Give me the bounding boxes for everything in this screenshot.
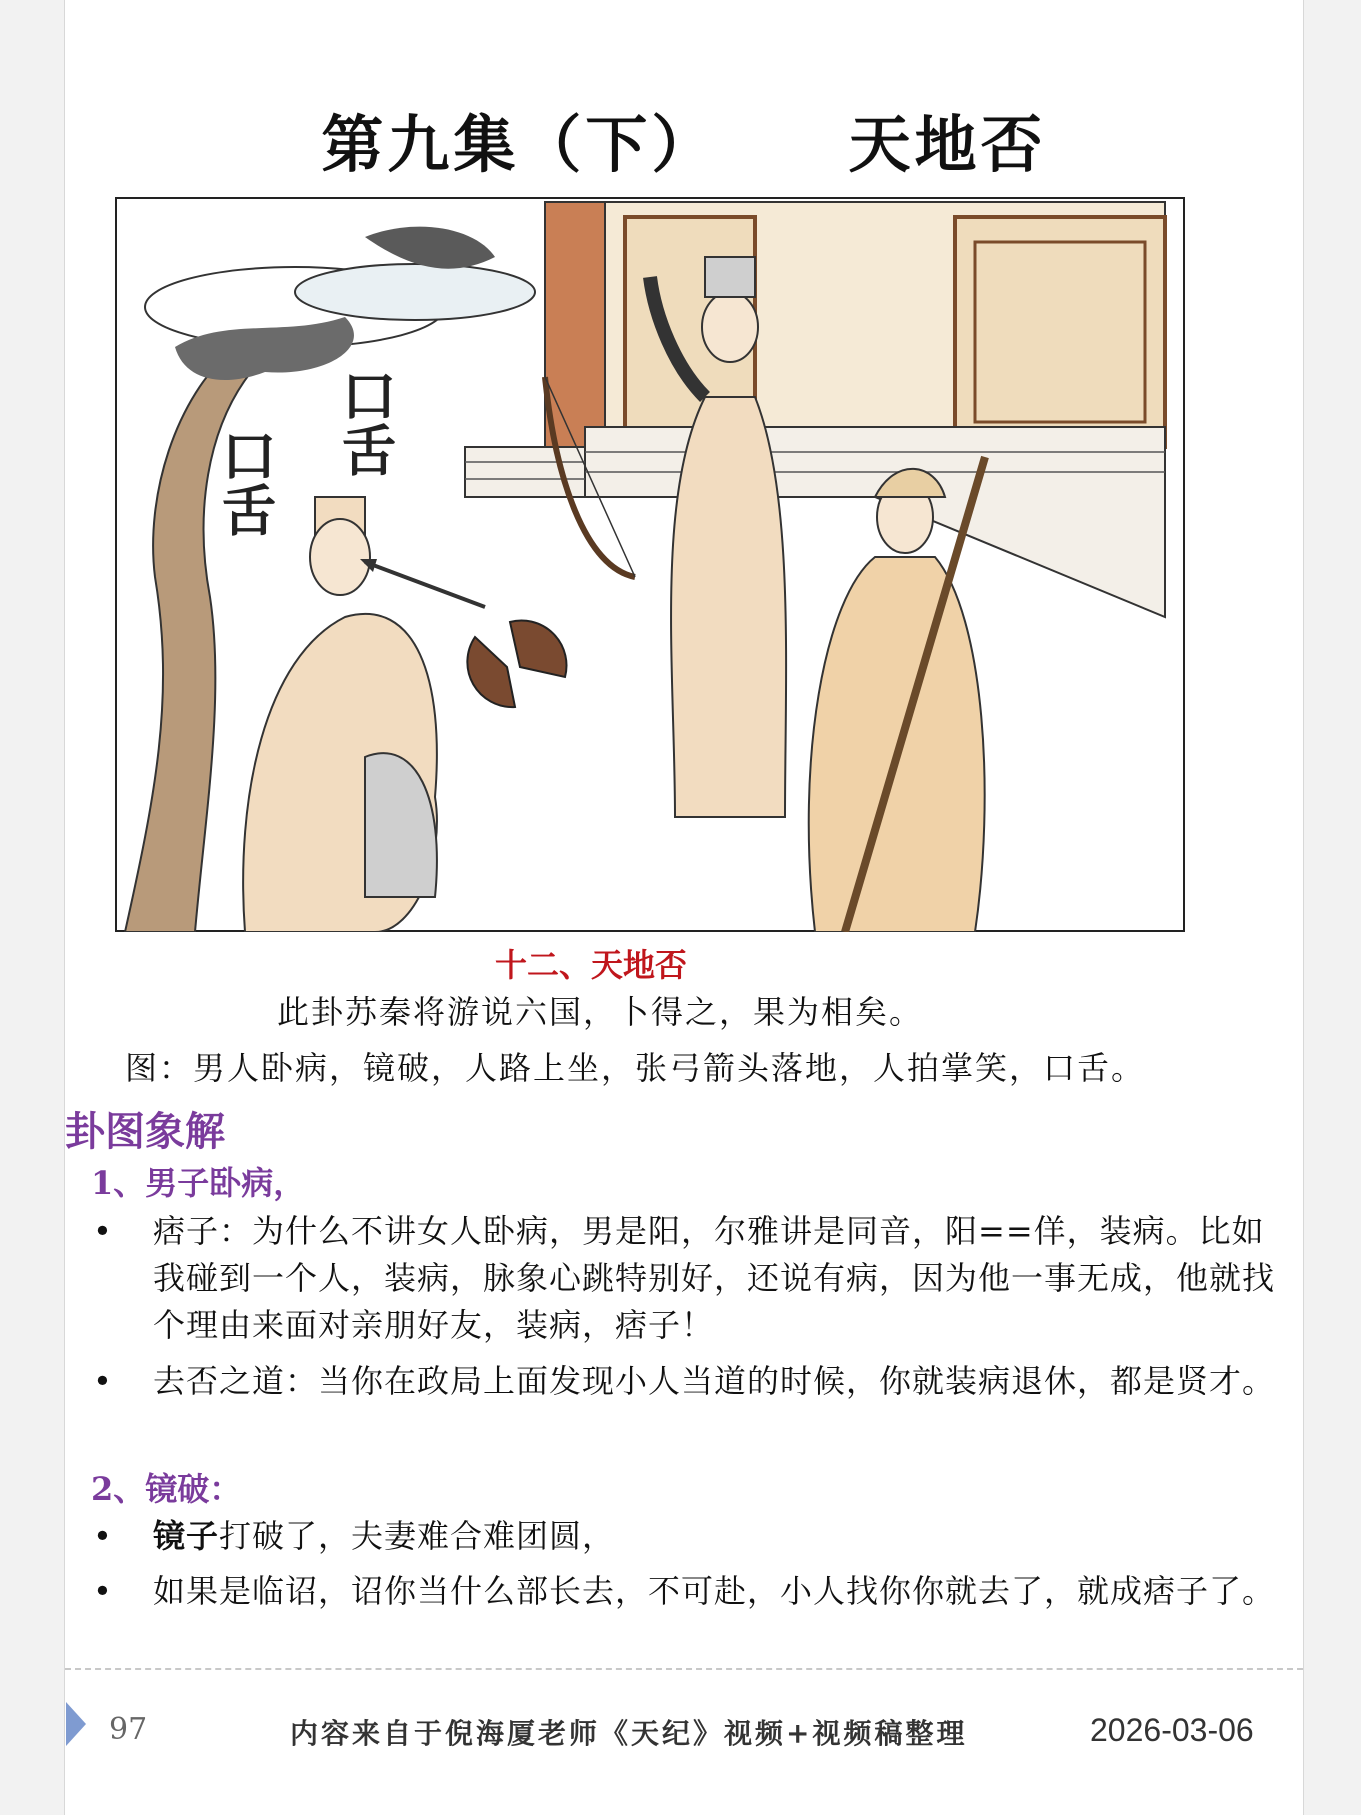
subheading-1: 1、男子卧病，: [91, 1164, 306, 1202]
bullet-text: 痞子：为什么不讲女人卧病，男是阳，尔雅讲是同音，阳==佯，装病。比如我碰到一个人，装病，脉象心跳特别好，还说有病，因为他一事无成，他就找个理由来面对亲朋好友，装病，痞子！: [153, 1212, 1276, 1344]
footer-date: 2026-03-06: [1090, 1712, 1254, 1748]
bullet-item-2: [93, 1358, 1293, 1405]
subheading-2: 2、镜破：: [91, 1470, 242, 1508]
bullet-item-1: [93, 1208, 1293, 1349]
bullet-dot: •: [93, 1517, 113, 1555]
next-page-arrow-icon[interactable]: [66, 1702, 86, 1746]
page-title: 第九集（下） 天地否: [321, 108, 1047, 181]
bullet-text: 去否之道：当你在政局上面发现小人当道的时候，你就装病退休，都是贤才。: [153, 1362, 1276, 1400]
section-heading: 卦图象解: [65, 1108, 225, 1155]
kou-she-label-1: 口舌: [212, 427, 278, 537]
bullet-text: 打破了，夫妻难合难团圆，: [219, 1517, 616, 1555]
footer-divider: [65, 1668, 1303, 1670]
bullet-text: 如果是临诏，诏你当什么部长去，不可赴，小人找你你就去了，就成痞子了。: [153, 1572, 1276, 1610]
illustration: [115, 197, 1185, 932]
bullet-dot: •: [93, 1212, 113, 1250]
figure-description: 图：男人卧病，镜破，人路上坐，张弓箭头落地，人拍掌笑，口舌。: [125, 1049, 1146, 1087]
bullet-dot: •: [93, 1572, 113, 1610]
intro-text: 此卦苏秦将游说六国，卜得之，果为相矣。: [277, 993, 924, 1031]
bullet-item-4: [93, 1568, 1293, 1615]
figure-caption: 十二、天地否: [495, 946, 688, 984]
bullet-item-3: [93, 1513, 1293, 1560]
bullet-bold-text: 镜子: [153, 1517, 220, 1555]
document-page: [64, 0, 1304, 1815]
page-number: 97: [109, 1712, 148, 1747]
footer-source: 内容来自于倪海厦老师《天纪》视频+视频稿整理: [290, 1717, 968, 1750]
kou-she-label-2: 口舌: [332, 367, 398, 477]
bullet-dot: •: [93, 1362, 113, 1400]
